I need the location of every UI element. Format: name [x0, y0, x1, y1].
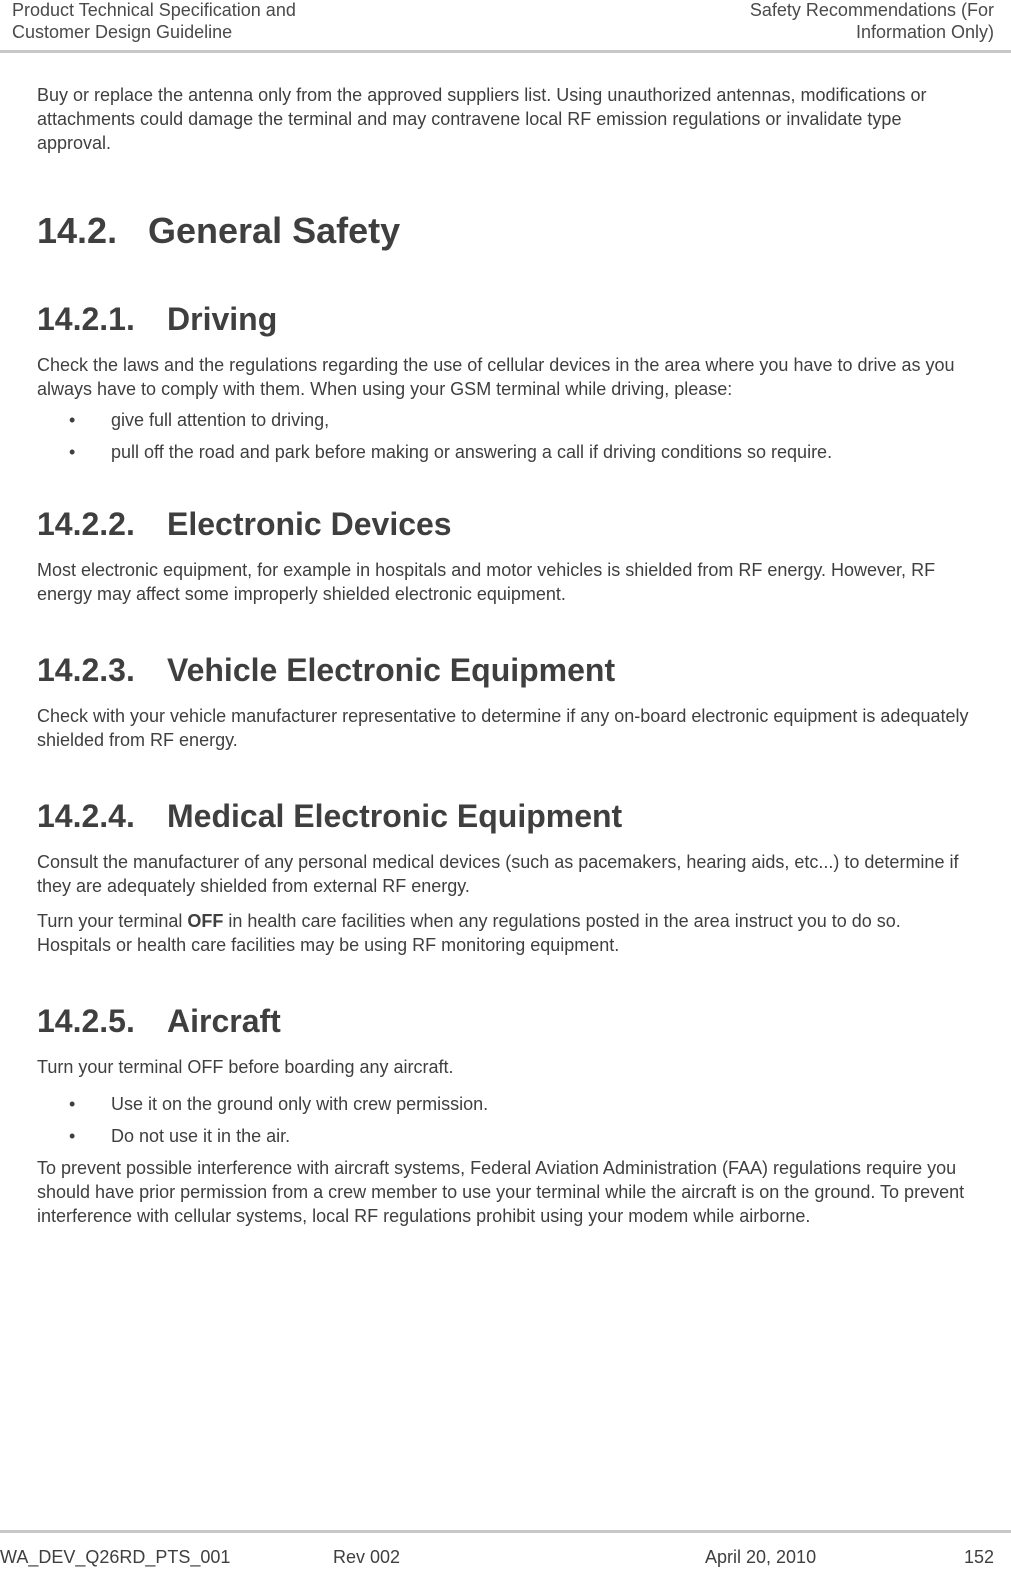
aircraft-paragraph-1: Turn your terminal OFF before boarding any aircraft. — [37, 1057, 454, 1077]
vehicle-paragraph: Check with your vehicle manufacturer representative to determine if any on-board electronic equipment is adequately shielded from RF energy. — [37, 706, 969, 750]
page-content — [37, 83, 972, 1228]
medical-paragraph-2-suffix: in health care facilities when any regulations posted in the area instruct you to do so. Hospitals or health care facilities may be using RF monitoring equipment. — [37, 911, 901, 955]
medical-paragraph-1: Consult the manufacturer of any personal medical devices (such as pacemakers, hearing aids, etc...) to determine if they are adequately shielded from external RF energy. — [37, 852, 959, 896]
off-emphasis: OFF — [187, 911, 224, 931]
footer-date: April 20, 2010 — [705, 1547, 817, 1567]
subsection-heading-vehicle-electronic-equipment — [37, 650, 972, 690]
header-document-title — [12, 0, 296, 43]
subsection-title: Driving — [167, 301, 278, 337]
footer-page-number: 152 — [963, 1547, 994, 1567]
page-header — [0, 0, 1011, 52]
header-right-line-1: Safety Recommendations (For — [749, 0, 994, 20]
header-chapter-title — [750, 0, 994, 43]
footer-revision: Rev 002 — [333, 1547, 401, 1567]
subsection-title: Vehicle Electronic Equipment — [167, 652, 616, 688]
subsection-heading-aircraft — [37, 1001, 972, 1041]
medical-paragraph-2-prefix: Turn your terminal — [37, 911, 188, 931]
subsection-title: Medical Electronic Equipment — [167, 798, 623, 834]
list-item-text: pull off the road and park before making or answering a call if driving conditions so require. — [111, 442, 833, 462]
subsection-heading-medical-electronic-equipment — [37, 796, 972, 836]
bullet-icon: • — [69, 1126, 76, 1146]
subsection-number: 14.2.3. — [37, 652, 135, 688]
aircraft-bullet-list — [37, 1092, 972, 1148]
footer-document-id: WA_DEV_Q26RD_PTS_001 — [0, 1547, 231, 1567]
subsection-number: 14.2.2. — [37, 506, 135, 542]
electronic-devices-paragraph: Most electronic equipment, for example in hospitals and motor vehicles is shielded from RF energy. However, RF energy may affect some improperly shielded electronic equipment. — [37, 560, 936, 604]
page-footer — [0, 1545, 1011, 1571]
driving-bullet-list — [37, 408, 972, 464]
section-heading-general-safety — [37, 209, 972, 253]
list-item — [37, 408, 972, 432]
bullet-icon: • — [69, 442, 76, 462]
subsection-heading-electronic-devices — [37, 504, 972, 544]
header-left-line-2: Customer Design Guideline — [12, 22, 233, 42]
subsection-number: 14.2.4. — [37, 798, 135, 834]
subsection-title: Electronic Devices — [167, 506, 452, 542]
intro-paragraph: Buy or replace the antenna only from the approved suppliers list. Using unauthorized antennas, modifications or attachments could damage the terminal and may contravene local RF emission regulations or invalidate type approval. — [37, 85, 927, 153]
list-item-text: Use it on the ground only with crew permission. — [111, 1094, 489, 1114]
driving-paragraph: Check the laws and the regulations regarding the use of cellular devices in the area where you have to drive as you always have to comply with them. When using your GSM terminal while driving, please: — [37, 355, 955, 399]
subsection-number: 14.2.5. — [37, 1003, 135, 1039]
subsection-title: Aircraft — [167, 1003, 281, 1039]
subsection-heading-driving — [37, 299, 972, 339]
list-item-text: Do not use it in the air. — [111, 1126, 291, 1146]
section-number: 14.2. — [37, 210, 118, 251]
footer-divider — [0, 1530, 1011, 1533]
section-title: General Safety — [148, 210, 401, 251]
header-left-line-1: Product Technical Specification and — [12, 0, 296, 20]
medical-paragraph-2 — [37, 909, 972, 957]
bullet-icon: • — [69, 410, 76, 430]
list-item — [37, 1124, 972, 1148]
list-item — [37, 1092, 972, 1116]
header-right-line-2: Information Only) — [855, 22, 994, 42]
subsection-number: 14.2.1. — [37, 301, 135, 337]
list-item — [37, 440, 972, 464]
header-divider — [0, 50, 1011, 53]
aircraft-paragraph-2: To prevent possible interference with aircraft systems, Federal Aviation Administration (FAA) regulations require you should have prior permission from a crew member to use your terminal while the aircraft is on the ground. To prevent interference with cellular systems, local RF regulations prohibit using your modem while airborne. — [37, 1158, 965, 1226]
list-item-text: give full attention to driving, — [111, 410, 330, 430]
bullet-icon: • — [69, 1094, 76, 1114]
